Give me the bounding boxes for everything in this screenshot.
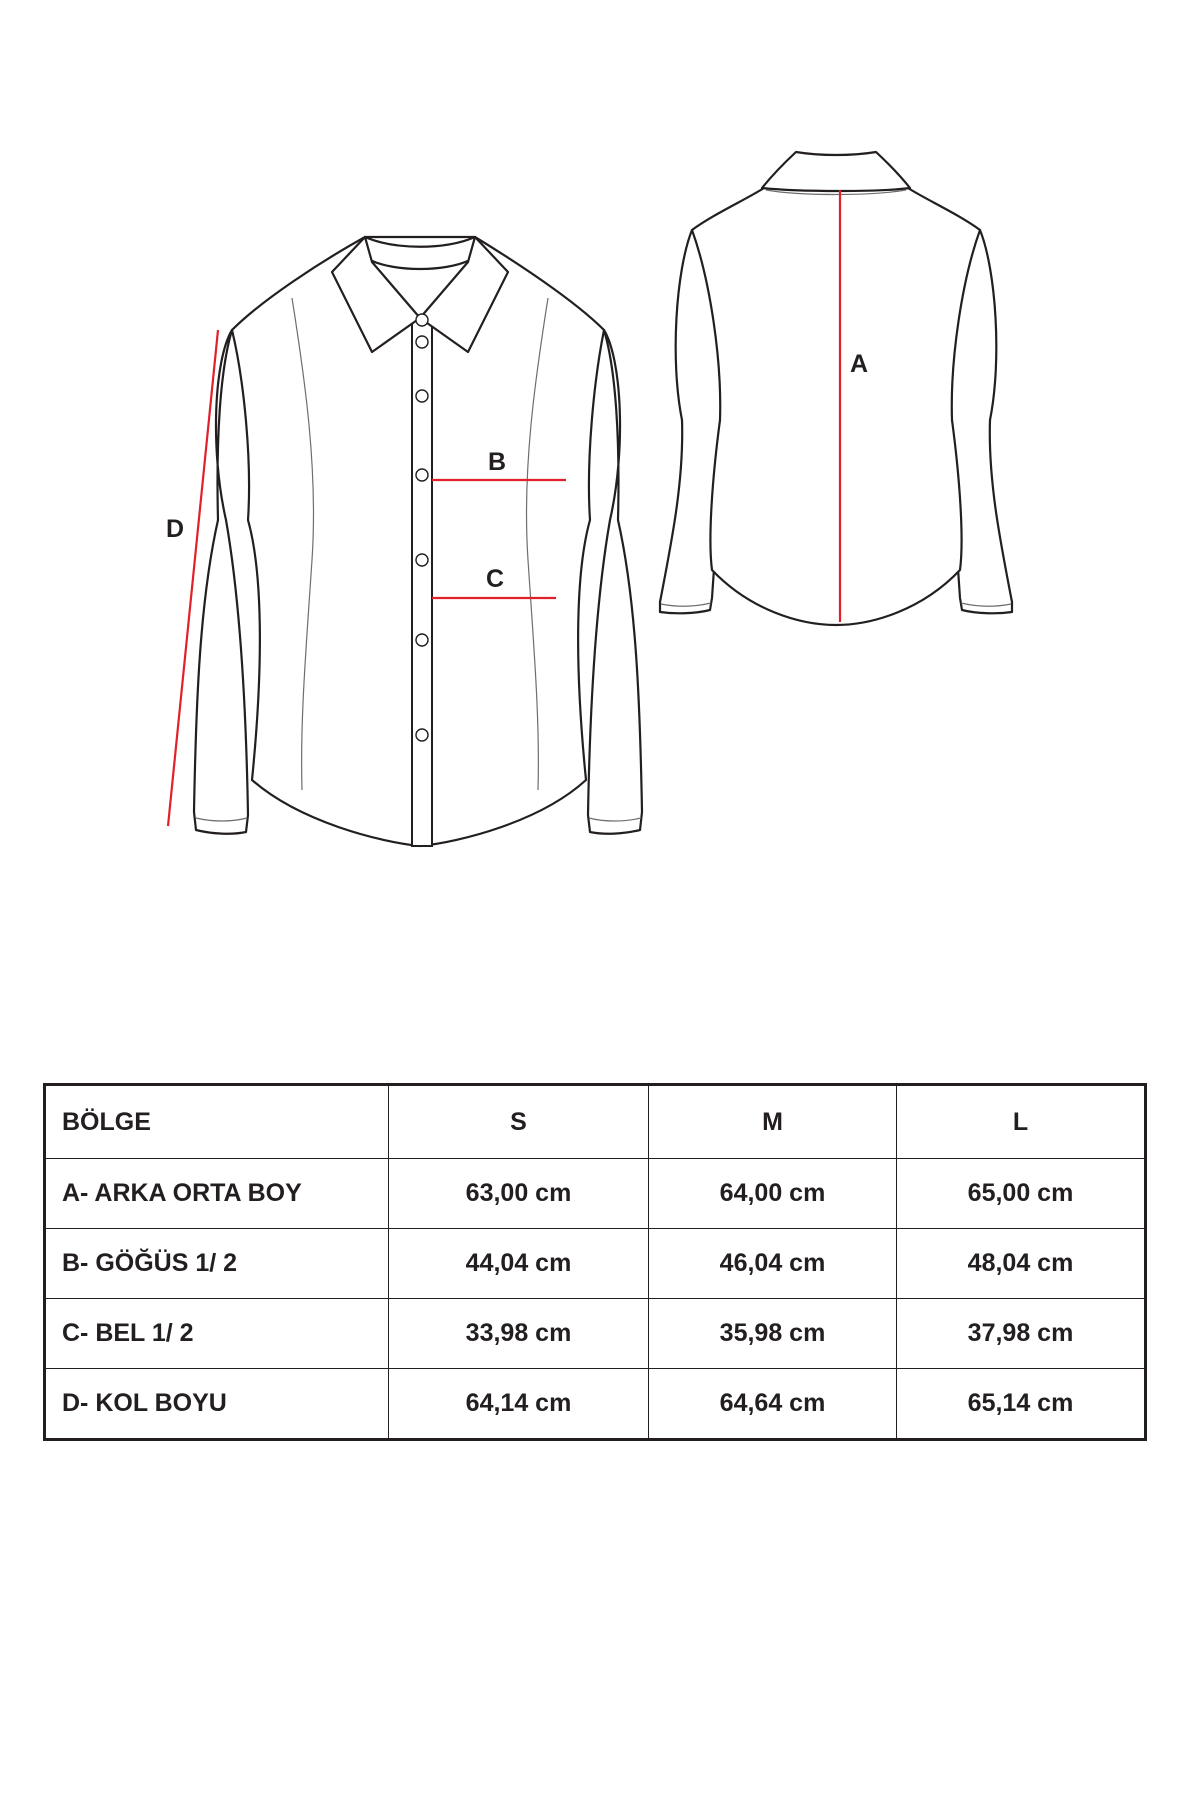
- back-body: [692, 188, 980, 625]
- cell-size-l: 65,00 cm: [897, 1159, 1146, 1229]
- label-c: C: [486, 565, 505, 593]
- table-row: [45, 1369, 1146, 1440]
- row-region: A- ARKA ORTA BOY: [45, 1159, 389, 1229]
- shirt-back-view: [660, 152, 1012, 625]
- shirt-button: [416, 554, 428, 566]
- cell-size-m: 64,64 cm: [649, 1369, 897, 1440]
- shirt-button: [416, 390, 428, 402]
- table-row: [45, 1159, 1146, 1229]
- shirt-button: [416, 314, 428, 326]
- row-region: B- GÖĞÜS 1/ 2: [45, 1229, 389, 1299]
- cell-size-m: 64,00 cm: [649, 1159, 897, 1229]
- header-region: BÖLGE: [45, 1085, 389, 1159]
- back-collar: [762, 152, 910, 191]
- header-size-l: L: [897, 1085, 1146, 1159]
- cell-size-s: 44,04 cm: [389, 1229, 649, 1299]
- shirt-front-view: [166, 237, 642, 846]
- front-right-sleeve: [588, 330, 642, 834]
- shirt-button: [416, 336, 428, 348]
- cell-size-m: 46,04 cm: [649, 1229, 897, 1299]
- cell-size-s: 33,98 cm: [389, 1299, 649, 1369]
- table-row: [45, 1229, 1146, 1299]
- label-b: B: [488, 448, 507, 476]
- cell-size-l: 65,14 cm: [897, 1369, 1146, 1440]
- front-left-sleeve: [194, 330, 248, 834]
- cell-size-s: 63,00 cm: [389, 1159, 649, 1229]
- cell-size-s: 64,14 cm: [389, 1369, 649, 1440]
- row-region: D- KOL BOYU: [45, 1369, 389, 1440]
- table-row: [45, 1299, 1146, 1369]
- cell-size-l: 48,04 cm: [897, 1229, 1146, 1299]
- cell-size-m: 35,98 cm: [649, 1299, 897, 1369]
- header-size-m: M: [649, 1085, 897, 1159]
- shirt-button: [416, 469, 428, 481]
- table-header-row: [45, 1085, 1146, 1159]
- row-region: C- BEL 1/ 2: [45, 1299, 389, 1369]
- header-size-s: S: [389, 1085, 649, 1159]
- size-table: [43, 1083, 1147, 1441]
- label-d: D: [166, 515, 185, 543]
- shirt-button: [416, 634, 428, 646]
- cell-size-l: 37,98 cm: [897, 1299, 1146, 1369]
- shirt-button: [416, 729, 428, 741]
- label-a: A: [850, 350, 869, 378]
